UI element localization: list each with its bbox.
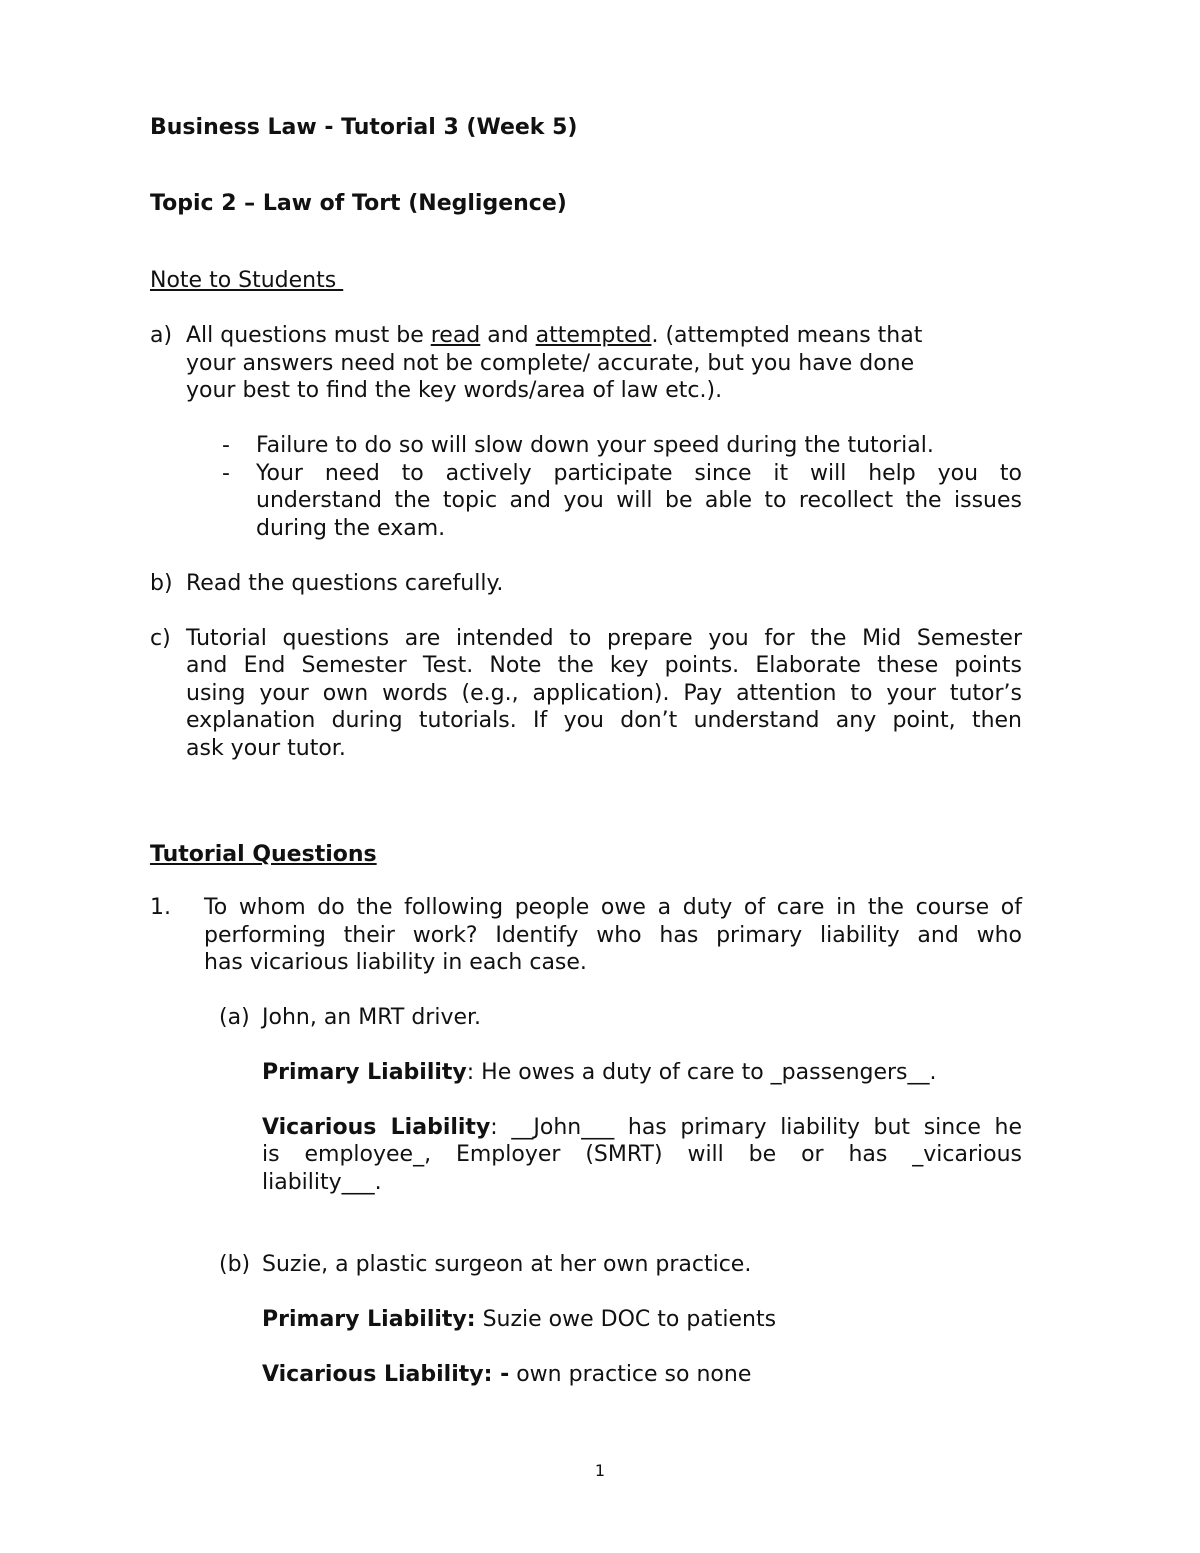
bullet-1-text: Failure to do so will slow down your speed during the tutorial. [256,433,934,458]
note-c-line2: and End Semester Test. Note the key points. Elaborate these points [186,653,1022,678]
note-c-line5: ask your tutor. [186,736,346,761]
topic-heading: Topic 2 – Law of Tort (Negligence) [150,191,567,216]
primary-liability-label: Primary Liability [262,1060,467,1085]
question-1-line3: has vicarious liability in each case. [204,950,587,975]
part-a-vicarious-line2: is employee_, Employer (SMRT) will be or has _vicarious [262,1142,1022,1167]
tutorial-questions-heading: Tutorial Questions [150,842,377,867]
document-title: Business Law - Tutorial 3 (Week 5) [150,115,578,140]
primary-liability-label: Primary Liability: [262,1307,476,1332]
page-number: 1 [594,1461,606,1480]
part-b-text: Suzie, a plastic surgeon at her own practice. [262,1252,752,1277]
note-c-line3: using your own words (e.g., application). Pay attention to your tutor’s [186,681,1022,706]
question-1-number: 1. [150,895,171,920]
bullet-2-line2: understand the topic and you will be able to recollect the issues [256,488,1022,513]
note-c-marker: c) [150,626,171,651]
note-a-line2: your answers need not be complete/ accurate, but you have done [186,351,915,376]
vicarious-liability-label: Vicarious Liability: - [262,1362,510,1387]
note-a-line1: All questions must be read and attempted. (attempted means that [186,323,923,348]
note-b-marker: b) [150,571,173,596]
note-b-text: Read the questions carefully. [186,571,504,596]
part-b-label: (b) [219,1252,251,1277]
part-a-label: (a) [219,1005,250,1030]
question-1-line1: To whom do the following people owe a duty of care in the course of [204,895,1022,920]
bullet-dash: - [222,461,230,486]
bullet-dash: - [222,433,230,458]
note-a-line3: your best to find the key words/area of law etc.). [186,378,723,403]
read-emphasis: read [430,323,481,348]
note-a-marker: a) [150,323,173,348]
part-a-vicarious-line1: Vicarious Liability: __John___ has primary liability but since he [262,1115,1022,1140]
vicarious-liability-label: Vicarious Liability [262,1115,491,1140]
note-heading: Note to Students [150,268,344,293]
part-b-primary-liability: Primary Liability: Suzie owe DOC to patients [262,1307,777,1332]
part-b-vicarious-liability: Vicarious Liability: - own practice so none [262,1362,752,1387]
part-a-vicarious-line3: liability___. [262,1170,382,1195]
attempted-emphasis: attempted [535,323,652,348]
part-a-primary-liability: Primary Liability: He owes a duty of care to _passengers__. [262,1060,937,1085]
bullet-2-line1: Your need to actively participate since it will help you to [256,461,1022,486]
question-1-line2: performing their work? Identify who has primary liability and who [204,923,1022,948]
part-a-text: John, an MRT driver. [262,1005,482,1030]
note-c-line4: explanation during tutorials. If you don’t understand any point, then [186,708,1022,733]
note-c-line1: Tutorial questions are intended to prepare you for the Mid Semester [186,626,1022,651]
bullet-2-line3: during the exam. [256,516,446,541]
